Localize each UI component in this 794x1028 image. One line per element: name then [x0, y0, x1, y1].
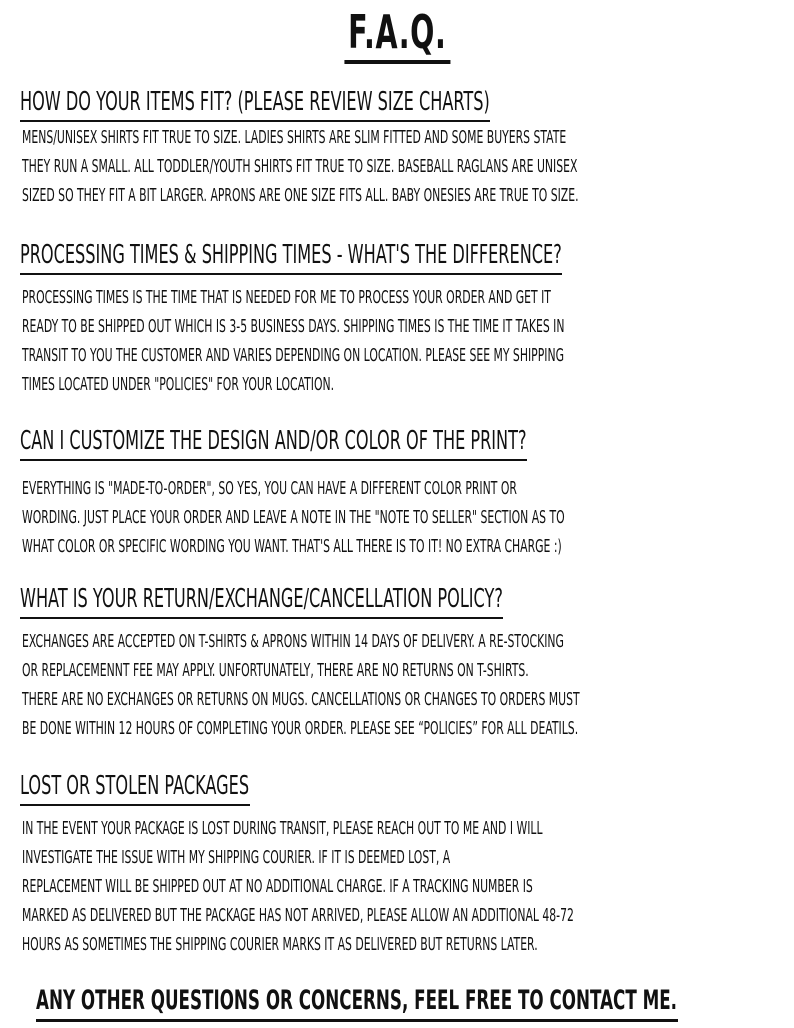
faq-answer-fit	[22, 124, 794, 211]
faq-question-fit: HOW DO YOUR ITEMS FIT? (PLEASE REVIEW SIZE CHARTS)	[20, 86, 490, 122]
answer-line: WHAT COLOR OR SPECIFIC WORDING YOU WANT. THAT'S ALL THERE IS TO IT! NO EXTRA CHARGE :)	[22, 537, 562, 557]
answer-line: INVESTIGATE THE ISSUE WITH MY SHIPPING COURIER. IF IT IS DEEMED LOST, A	[22, 848, 451, 868]
answer-line: THEY RUN A SMALL. ALL TODDLER/YOUTH SHIRTS FIT TRUE TO SIZE. BASEBALL RAGLANS ARE UNISEX	[22, 157, 578, 177]
answer-line: IN THE EVENT YOUR PACKAGE IS LOST DURING TRANSIT, PLEASE REACH OUT TO ME AND I WILL	[22, 819, 543, 839]
answer-line: PROCESSING TIMES IS THE TIME THAT IS NEEDED FOR ME TO PROCESS YOUR ORDER AND GET IT	[22, 288, 551, 308]
answer-line: SIZED SO THEY FIT A BIT LARGER. APRONS ARE ONE SIZE FITS ALL. BABY ONESIES ARE TRUE TO SIZE.	[22, 186, 579, 206]
faq-question-lost-packages: LOST OR STOLEN PACKAGES	[20, 770, 250, 806]
faq-answer-processing	[22, 284, 794, 400]
faq-question-customize: CAN I CUSTOMIZE THE DESIGN AND/OR COLOR OF THE PRINT?	[20, 425, 527, 461]
page-title	[0, 4, 794, 64]
answer-line: OR REPLACEMENNT FEE MAY APPLY. UNFORTUNATELY, THERE ARE NO RETURNS ON T-SHIRTS.	[22, 661, 529, 681]
answer-line: MARKED AS DELIVERED BUT THE PACKAGE HAS NOT ARRIVED, PLEASE ALLOW AN ADDITIONAL 48-72	[22, 906, 574, 926]
answer-line: REPLACEMENT WILL BE SHIPPED OUT AT NO ADDITIONAL CHARGE. IF A TRACKING NUMBER IS	[22, 877, 533, 897]
faq-answer-returns	[22, 628, 794, 744]
contact-footer: ANY OTHER QUESTIONS OR CONCERNS, FEEL FREE TO CONTACT ME.	[36, 984, 678, 1022]
answer-line: EVERYTHING IS "MADE-TO-ORDER", SO YES, YOU CAN HAVE A DIFFERENT COLOR PRINT OR	[22, 479, 517, 499]
answer-line: TRANSIT TO YOU THE CUSTOMER AND VARIES DEPENDING ON LOCATION. PLEASE SEE MY SHIPPING	[22, 346, 564, 366]
answer-line: THERE ARE NO EXCHANGES OR RETURNS ON MUGS. CANCELLATIONS OR CHANGES TO ORDERS MUST	[22, 690, 580, 710]
faq-question-returns: WHAT IS YOUR RETURN/EXCHANGE/CANCELLATION POLICY?	[20, 583, 503, 619]
answer-line: READY TO BE SHIPPED OUT WHICH IS 3-5 BUSINESS DAYS. SHIPPING TIMES IS THE TIME IT TAKES IN	[22, 317, 565, 337]
answer-line: BE DONE WITHIN 12 HOURS OF COMPLETING YOUR ORDER. PLEASE SEE “POLICIES” FOR ALL DEATILS.	[22, 719, 579, 739]
answer-line: TIMES LOCATED UNDER "POLICIES" FOR YOUR LOCATION.	[22, 375, 335, 395]
answer-line: HOURS AS SOMETIMES THE SHIPPING COURIER MARKS IT AS DELIVERED BUT RETURNS LATER.	[22, 935, 538, 955]
answer-line: WORDING. JUST PLACE YOUR ORDER AND LEAVE A NOTE IN THE "NOTE TO SELLER" SECTION AS TO	[22, 508, 565, 528]
faq-question-processing: PROCESSING TIMES & SHIPPING TIMES - WHAT'S THE DIFFERENCE?	[20, 239, 562, 275]
answer-line: EXCHANGES ARE ACCEPTED ON T-SHIRTS & APRONS WITHIN 14 DAYS OF DELIVERY. A RE-STOCKING	[22, 632, 564, 652]
page-title-text: F.A.Q.	[344, 4, 450, 64]
faq-answer-lost-packages	[22, 815, 794, 960]
faq-answer-customize	[22, 475, 794, 562]
answer-line: MENS/UNISEX SHIRTS FIT TRUE TO SIZE. LADIES SHIRTS ARE SLIM FITTED AND SOME BUYERS STATE	[22, 128, 567, 148]
